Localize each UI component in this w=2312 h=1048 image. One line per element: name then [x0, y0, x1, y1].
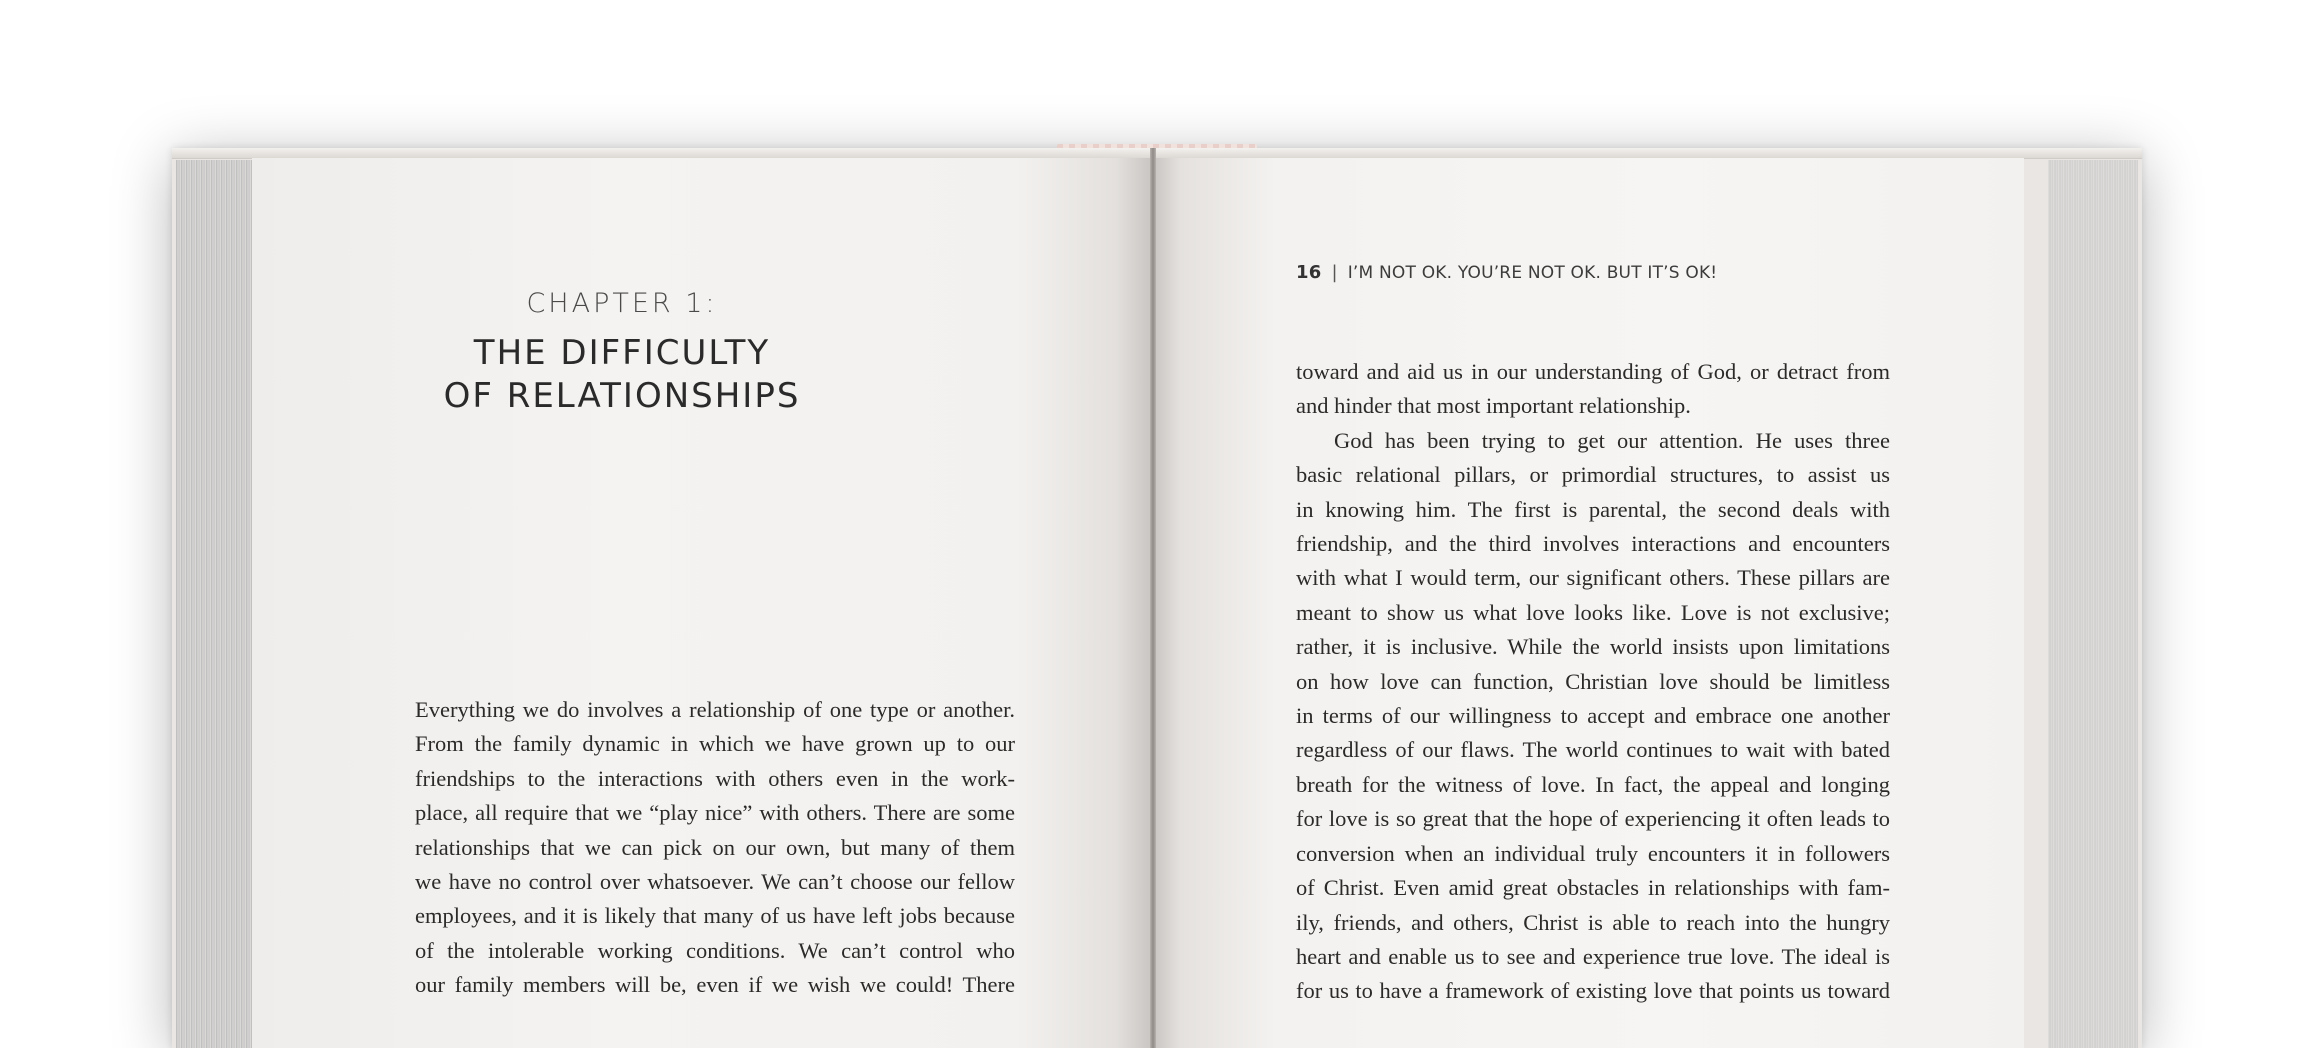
text-line: and hinder that most important relationship.: [1296, 393, 1691, 419]
text-line: for love is so great that the hope of experiencing it often leads to: [1296, 806, 1890, 832]
text-line: heart and enable us to see and experience true love. The ideal is: [1296, 943, 1890, 969]
text-line: of the intolerable working conditions. We can’t control who: [415, 937, 1015, 963]
running-head: [1296, 262, 1717, 283]
text-line: employees, and it is likely that many of us have left jobs because: [415, 903, 1015, 929]
text-line: regardless of our flaws. The world continues to wait with bated: [1296, 737, 1890, 763]
text-line: God has been trying to get our attention. He uses three: [1334, 427, 1890, 453]
chapter-label: CHAPTER 1:: [526, 288, 718, 319]
text-line: ily, friends, and others, Christ is able to reach into the hungry: [1296, 909, 1890, 935]
chapter-title: [172, 332, 1072, 418]
text-line: of Christ. Even amid great obstacles in relationships with fam-: [1296, 875, 1890, 901]
text-line: conversion when an individual truly encounters it in followers: [1296, 840, 1890, 866]
text-line: for us to have a framework of existing love that points us toward: [1296, 978, 1890, 1004]
text-line: relationships that we can pick on our own, but many of them: [415, 834, 1015, 860]
text-line: friendship, and the third involves interactions and encounters: [1296, 531, 1890, 557]
chapter-title-line: THE DIFFICULTY: [473, 333, 771, 373]
text-line: with what I would term, our significant others. These pillars are: [1296, 565, 1890, 591]
text-line: friendships to the interactions with others even in the work-: [415, 765, 1015, 791]
chapter-title-line: OF RELATIONSHIPS: [443, 376, 801, 416]
text-line: breath for the witness of love. In fact, the appeal and longing: [1296, 771, 1890, 797]
text-line: in knowing him. The first is parental, the second deals with: [1296, 496, 1890, 522]
book-gutter: [1150, 148, 1156, 1048]
text-line: place, all require that we “play nice” with others. There are some: [415, 800, 1015, 826]
page-number: 16: [1296, 262, 1322, 283]
text-line: rather, it is inclusive. While the world insists upon limitations: [1296, 634, 1890, 660]
text-line: we have no control over whatsoever. We can’t choose our fellow: [415, 869, 1015, 895]
text-line: our family members will be, even if we wish we could! There: [415, 972, 1015, 998]
text-line: basic relational pillars, or primordial structures, to assist us: [1296, 462, 1890, 488]
running-head-separator: |: [1331, 262, 1338, 283]
text-line: Everything we do involves a relationship of one type or another.: [415, 697, 1015, 722]
running-title: I’M NOT OK. YOU’RE NOT OK. BUT IT’S OK!: [1347, 263, 1718, 283]
left-page-body: [415, 693, 1015, 1003]
right-page-body: [1296, 355, 1890, 1009]
text-line: From the family dynamic in which we have grown up to our: [415, 731, 1015, 757]
text-line: meant to show us what love looks like. Love is not exclusive;: [1296, 599, 1890, 625]
text-line: in terms of our willingness to accept and embrace one another: [1296, 703, 1890, 729]
text-line: on how love can function, Christian love should be limitless: [1296, 668, 1890, 694]
text-line: toward and aid us in our understanding of God, or detract from: [1296, 359, 1890, 384]
right-page-stack: [2048, 160, 2138, 1048]
